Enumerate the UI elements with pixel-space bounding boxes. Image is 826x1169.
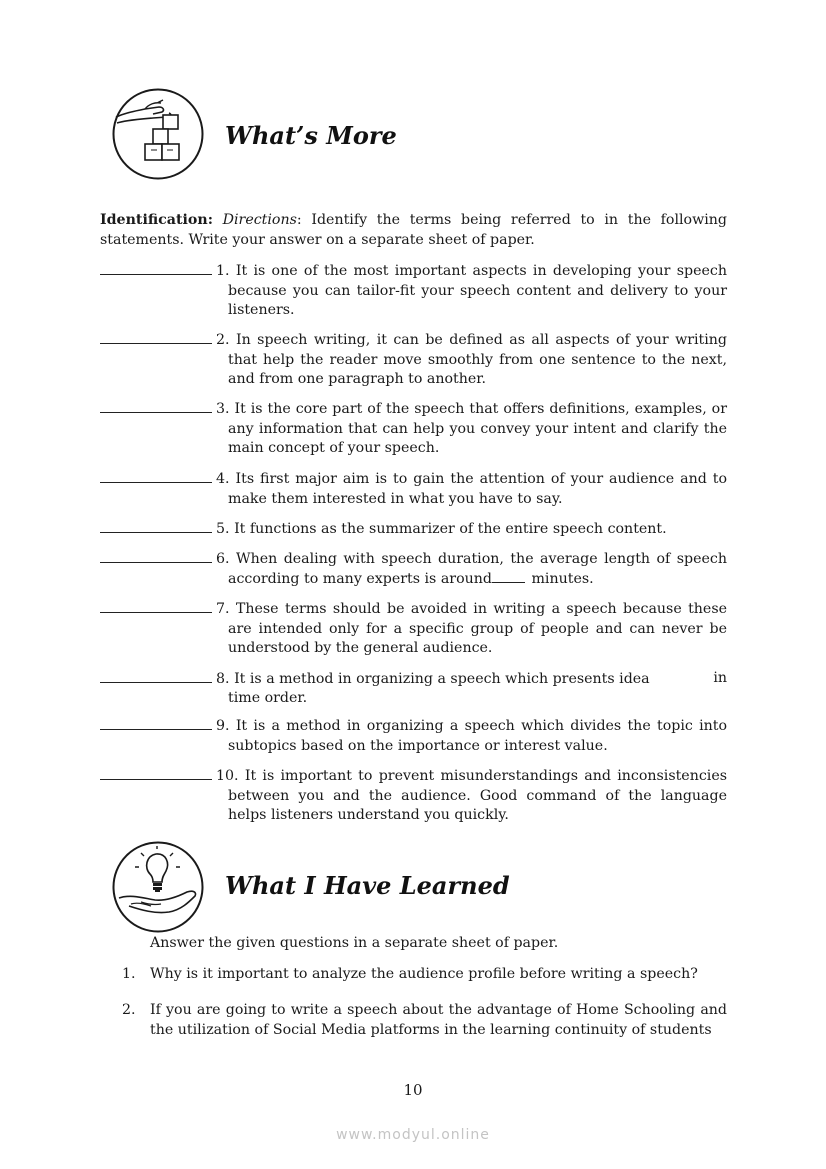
answer-blank[interactable] <box>100 519 212 533</box>
answer-blank[interactable] <box>100 330 212 344</box>
item-text-continued: time order. <box>228 689 308 706</box>
question-text: Why is it important to analyze the audience profile before writing a speech? <box>150 966 698 982</box>
item-text: In speech writing, it can be defined as all aspects of your writing that help the reader move smoothly from one sentence to the next, and from one paragraph to another. <box>228 332 727 388</box>
list-item: 8. It is a method in organizing a speech which presents idea in time order. <box>100 669 727 708</box>
item-text: Its first major aim is to gain the attention of your audience and to make them interested in what you have to say. <box>228 471 727 507</box>
answer-blank[interactable] <box>100 261 212 275</box>
item-text: It functions as the summarizer of the entire speech content. <box>234 521 667 537</box>
question-number: 1. <box>122 966 136 982</box>
answer-blank[interactable] <box>100 399 212 413</box>
answer-blank[interactable] <box>100 549 212 563</box>
directions-label: Directions <box>222 212 297 228</box>
question-item <box>122 965 727 985</box>
list-item: 10. It is important to prevent misunderstandings and inconsistencies between you and the audience. Good command of the language helps listeners understand you quickly. <box>100 766 727 826</box>
answer-blank[interactable] <box>100 669 212 683</box>
answer-blank[interactable] <box>100 469 212 483</box>
section-title-whats-more: What’s More <box>225 121 397 150</box>
item-text: It is a method in organizing a speech which presents idea <box>234 671 650 687</box>
identification-label: Identification: <box>100 212 213 228</box>
list-item: 4. Its first major aim is to gain the attention of your audience and to make them interested in what you have to say. <box>100 469 727 509</box>
answer-blank[interactable] <box>100 599 212 613</box>
item-text-suffix: minutes. <box>526 570 594 587</box>
page-number: 10 <box>403 1081 423 1099</box>
item-text-in: in <box>713 670 727 686</box>
list-item: 2. In speech writing, it can be defined as all aspects of your writing that help the reader move smoothly from one sentence to the next, and from one paragraph to another. <box>100 330 727 390</box>
question-number: 2. <box>122 1002 136 1018</box>
learned-intro: Answer the given questions in a separate sheet of paper. <box>150 935 559 951</box>
question-text: If you are going to write a speech about the advantage of Home Schooling and the utilization of Social Media platforms in the learning continuity of students <box>150 1002 727 1038</box>
list-item: 9. It is a method in organizing a speech which divides the topic into subtopics based on the importance or interest value. <box>100 716 727 756</box>
lightbulb-hand-icon <box>111 840 205 934</box>
list-item: 6. When dealing with speech duration, the average length of speech according to many experts is around minutes. <box>100 549 727 589</box>
identification-directions <box>100 211 727 250</box>
hand-stacking-blocks-icon <box>111 87 205 181</box>
list-item: 5. It functions as the summarizer of the entire speech content. <box>100 519 727 540</box>
inline-answer-blank[interactable] <box>492 570 525 583</box>
directions-text: : Identify the terms being referred to in the following statements. Write your answer on a separate sheet of paper. <box>100 212 727 248</box>
list-item: 3. It is the core part of the speech that offers definitions, examples, or any information that can help you convey your intent and clarify the main concept of your speech. <box>100 399 727 459</box>
item-text: When dealing with speech duration, the average length of speech according to many experts is around <box>228 551 727 587</box>
item-text: It is one of the most important aspects in developing your speech because you can tailor-fit your speech content and delivery to your listeners. <box>228 263 727 319</box>
list-item: 1. It is one of the most important aspects in developing your speech because you can tailor-fit your speech content and delivery to your listeners. <box>100 261 727 321</box>
item-text: These terms should be avoided in writing a speech because these are intended only for a specific group of people and can never be understood by the general audience. <box>228 601 727 657</box>
item-text: It is a method in organizing a speech which divides the topic into subtopics based on the importance or interest value. <box>228 718 727 754</box>
question-item <box>122 1001 727 1040</box>
section-title-what-i-have-learned: What I Have Learned <box>225 871 510 900</box>
list-item: 7. These terms should be avoided in writing a speech because these are intended only for a specific group of people and can never be understood by the general audience. <box>100 599 727 659</box>
item-text: It is the core part of the speech that offers definitions, examples, or any information that can help you convey your intent and clarify the main concept of your speech. <box>228 401 727 457</box>
answer-blank[interactable] <box>100 766 212 780</box>
watermark: www.modyul.online <box>336 1127 490 1143</box>
item-text: It is important to prevent misunderstandings and inconsistencies between you and the audience. Good command of the language helps listeners understand you quickly. <box>228 768 727 824</box>
answer-blank[interactable] <box>100 716 212 730</box>
